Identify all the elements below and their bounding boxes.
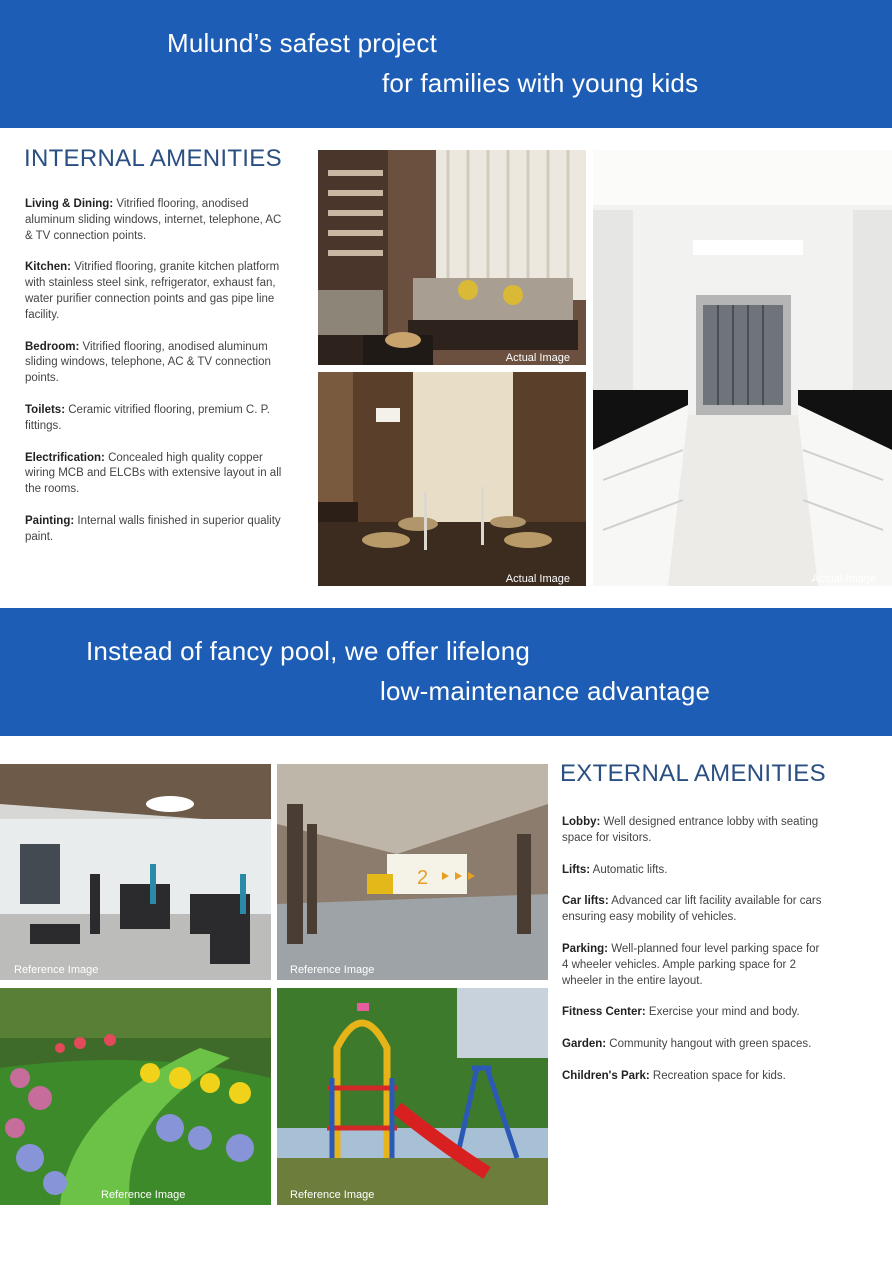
amenity-kitchen: Kitchen: Vitrified flooring, granite kitchen platform with stainless steel sink, refrigerator, exhaust fan, water purifier connection points and gas pipe line facility. [25, 261, 280, 321]
parking-photo-caption: Reference Image [290, 964, 375, 976]
banner-headline-line1: Mulund’s safest project [167, 28, 438, 58]
amenity-bedroom: Bedroom: Vitrified flooring, anodised aluminum sliding windows, telephone, AC & TV connection points. [25, 340, 271, 385]
amenity-electrification: Electrification: Concealed high quality copper wiring MCB and ELCBs with extensive layout in all the rooms. [25, 451, 282, 496]
amenity-painting: Painting: Internal walls finished in superior quality paint. [25, 514, 281, 543]
amenity-fitness-center: Fitness Center: Exercise your mind and body. [562, 1006, 800, 1019]
playground-photo [277, 988, 548, 1205]
internal-amenities-list [25, 197, 287, 562]
external-amenities-list [562, 815, 822, 1101]
svg-text:2: 2 [417, 867, 429, 889]
mid-banner [0, 608, 892, 736]
mid-banner-line1: Instead of fancy pool, we offer lifelong [86, 636, 531, 666]
amenity-toilets: Toilets: Ceramic vitrified flooring, premium C. P. fittings. [25, 403, 270, 432]
dining-photo [318, 372, 586, 586]
amenity-garden: Garden: Community hangout with green spaces. [562, 1038, 812, 1051]
internal-amenities-title: INTERNAL AMENITIES [24, 145, 282, 172]
garden-photo [0, 988, 271, 1205]
top-banner [0, 0, 892, 128]
parking-photo [277, 764, 548, 980]
amenity-parking: Parking: Well-planned four level parking space for 4 wheeler vehicles. Ample parking space for 2 wheeler in the entire layout. [562, 942, 820, 987]
gym-photo-caption: Reference Image [14, 964, 99, 976]
mid-banner-line2: low-maintenance advantage [380, 676, 711, 706]
garden-photo-caption: Reference Image [101, 1189, 186, 1201]
amenity-childrens-park: Children's Park: Recreation space for kids. [562, 1069, 786, 1082]
playground-photo-caption: Reference Image [290, 1189, 375, 1201]
amenity-living-dining: Living & Dining: Vitrified flooring, anodised aluminum sliding windows, internet, telephone, AC & TV connection points. [25, 198, 282, 242]
amenity-car-lifts: Car lifts: Advanced car lift facility available for cars ensuring easy mobility of vehicles. [562, 895, 822, 924]
amenity-lobby: Lobby: Well designed entrance lobby with seating space for visitors. [562, 816, 819, 844]
dining-photo-caption: Actual Image [505, 573, 570, 585]
amenity-lifts: Lifts: Automatic lifts. [562, 863, 668, 876]
living-room-photo [318, 150, 586, 365]
living-photo-caption: Actual Image [505, 352, 570, 364]
kitchen-photo [593, 150, 892, 586]
gym-photo [0, 764, 271, 980]
kitchen-photo-caption: Actual Image [811, 573, 876, 585]
external-amenities-title: EXTERNAL AMENITIES [560, 760, 826, 787]
banner-headline-line2: for families with young kids [382, 68, 699, 98]
